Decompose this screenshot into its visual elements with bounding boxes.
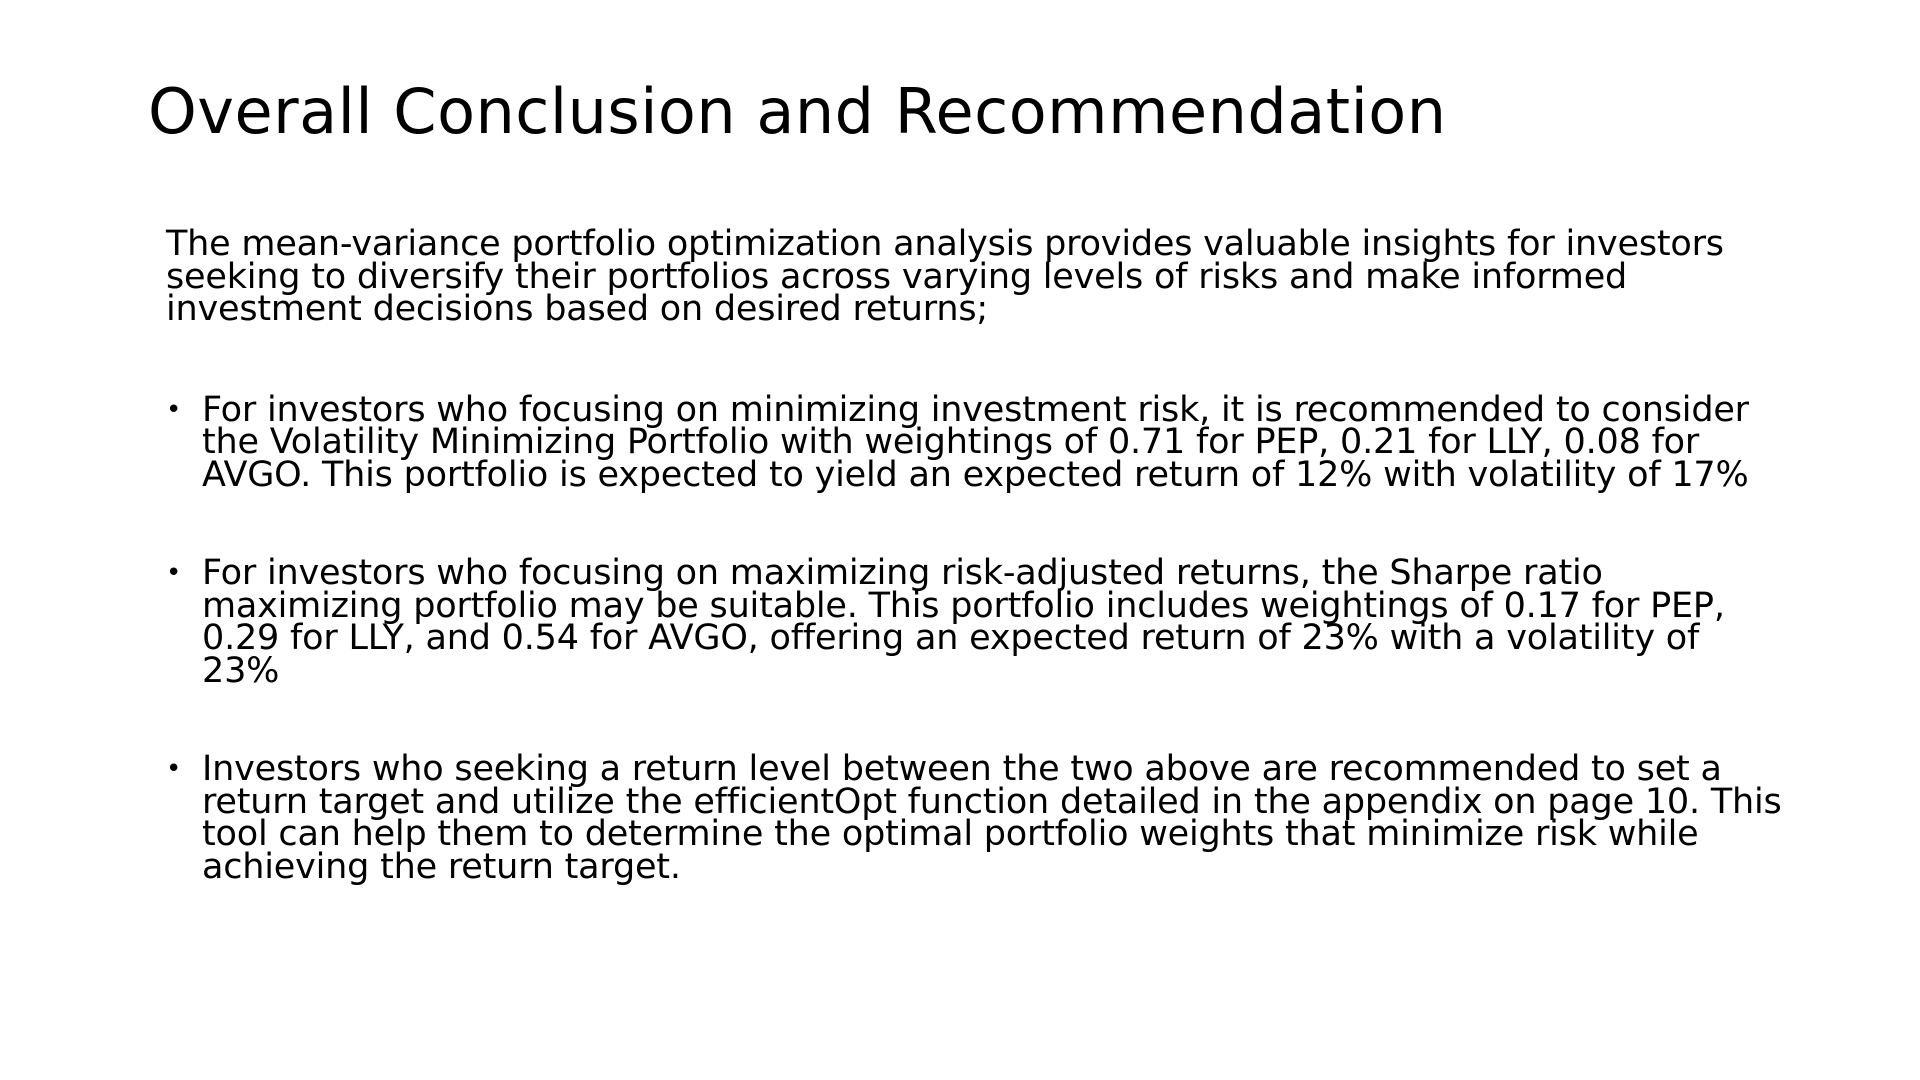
- slide-title: Overall Conclusion and Recommendation: [148, 75, 1447, 148]
- list-item: [166, 553, 1786, 691]
- list-item: [166, 749, 1786, 887]
- intro-paragraph: The mean-variance portfolio optimization analysis provides valuable insights for investors seeking to diversify their portfolios across varying levels of risks and make informed investment decisions based on desired returns;: [166, 224, 1724, 329]
- slide-body: [166, 224, 1786, 887]
- list-item: [166, 389, 1786, 495]
- recommendation-text: For investors who focusing on maximizing risk-adjusted returns, the Sharpe ratio maximizing portfolio may be suitable. This portfolio includes weightings of 0.17 for PEP, 0.29 for LLY, and 0.54 for AVGO, offering an expected return of 23% with a volatility of 23%: [202, 553, 1725, 691]
- recommendation-text: For investors who focusing on minimizing investment risk, it is recommended to consider the Volatility Minimizing Portfolio with weightings of 0.71 for PEP, 0.21 for LLY, 0.08 for AVGO. This portfolio is expected to yield an expected return of 12% with volatility of 17%: [202, 389, 1749, 495]
- bullet-icon: •: [166, 754, 182, 784]
- recommendation-text: Investors who seeking a return level between the two above are recommended to set a return target and utilize the efficientOpt function detailed in the appendix on page 10. This tool can help them to determine the optimal portfolio weights that minimize risk while achieving the return target.: [202, 749, 1782, 887]
- bullet-icon: •: [166, 558, 182, 588]
- bullet-icon: •: [166, 394, 182, 425]
- recommendation-list: [166, 389, 1786, 887]
